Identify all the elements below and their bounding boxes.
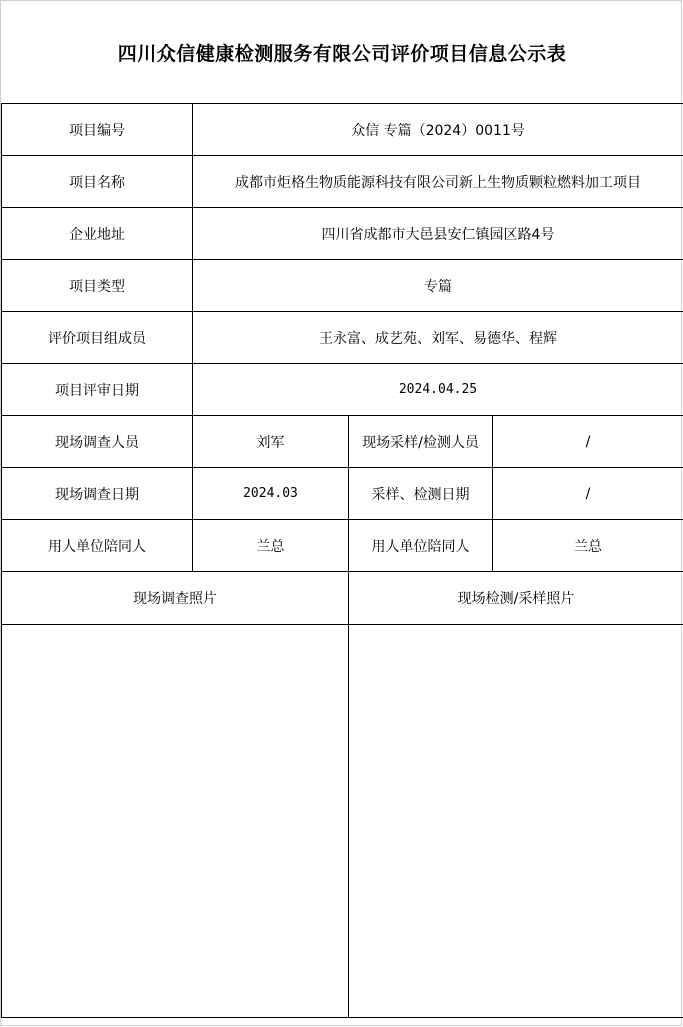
value-project-name: 成都市炬格生物质能源科技有限公司新上生物质颗粒燃料加工项目: [193, 156, 683, 208]
label-project-type: 项目类型: [2, 260, 193, 312]
label-survey-photos: 现场调查照片: [2, 572, 349, 625]
value-survey-date: 2024.03: [193, 468, 349, 520]
value-company-address: 四川省成都市大邑县安仁镇园区路4号: [193, 208, 683, 260]
table-row: [2, 364, 683, 416]
table-row: [2, 260, 683, 312]
label-company-address: 企业地址: [2, 208, 193, 260]
label-survey-date: 现场调查日期: [2, 468, 193, 520]
label-escort-2: 用人单位陪同人: [349, 520, 493, 572]
table-row: [2, 312, 683, 364]
page-title: 四川众信健康检测服务有限公司评价项目信息公示表: [117, 42, 567, 65]
label-team-members: 评价项目组成员: [2, 312, 193, 364]
label-sampling-date: 采样、检测日期: [349, 468, 493, 520]
table-row: [2, 468, 683, 520]
value-escort: 兰总: [193, 520, 349, 572]
value-survey-staff: 刘军: [193, 416, 349, 468]
label-sampling-staff: 现场采样/检测人员: [349, 416, 493, 468]
sampling-photo-area: [349, 625, 683, 1018]
label-project-name: 项目名称: [2, 156, 193, 208]
info-table: [1, 103, 683, 1018]
value-review-date: 2024.04.25: [193, 364, 683, 416]
label-escort: 用人单位陪同人: [2, 520, 193, 572]
survey-photo-area: [2, 625, 349, 1018]
table-row: [2, 572, 683, 625]
label-sampling-photos: 现场检测/采样照片: [349, 572, 683, 625]
value-team-members: 王永富、成艺苑、刘军、易德华、程辉: [193, 312, 683, 364]
table-row: [2, 208, 683, 260]
value-project-type: 专篇: [193, 260, 683, 312]
table-row: [2, 416, 683, 468]
table-row: [2, 104, 683, 156]
value-project-no: 众信 专篇（2024）0011号: [193, 104, 683, 156]
table-row: [2, 625, 683, 1018]
table-row: [2, 520, 683, 572]
table-row: [2, 156, 683, 208]
value-escort-2: 兰总: [493, 520, 683, 572]
label-survey-staff: 现场调查人员: [2, 416, 193, 468]
value-sampling-date: /: [493, 468, 683, 520]
label-review-date: 项目评审日期: [2, 364, 193, 416]
value-sampling-staff: /: [493, 416, 683, 468]
label-project-no: 项目编号: [2, 104, 193, 156]
